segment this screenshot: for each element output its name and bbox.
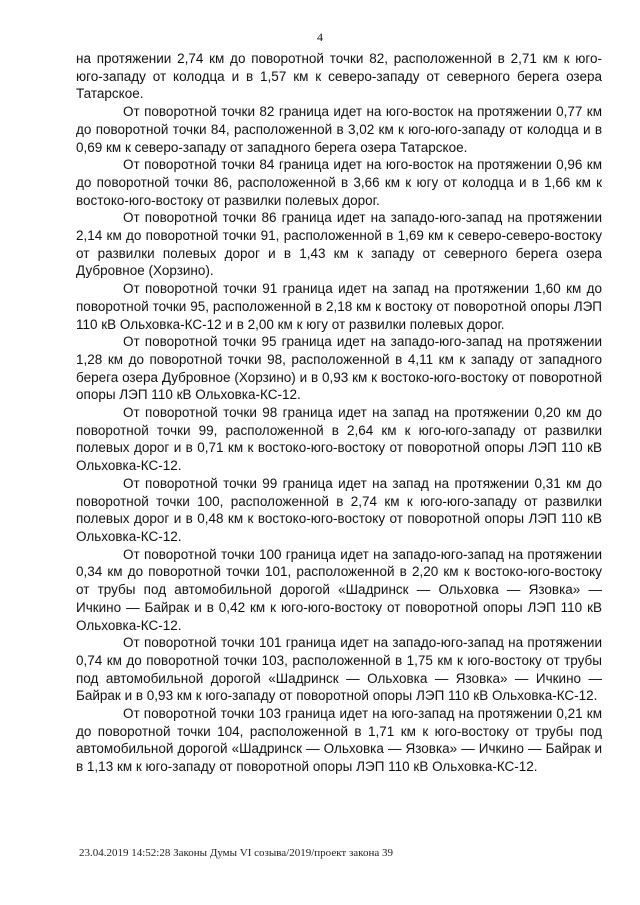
paragraph-point-84: От поворотной точки 84 граница идет на юго-восток на протяжении 0,96 км до поворотной точки 86, расположенной в 3,66 км к югу от колодца и в 1,66 км к востоко-юго-востоку от развилки полевых дорог. xyxy=(76,157,602,208)
paragraph-continued: на протяжении 2,74 км до поворотной точки 82, расположенной в 2,71 км к юго-юго-западу от колодца и в 1,57 км к северо-западу от северного берега озера Татарское. xyxy=(76,51,602,102)
paragraph-point-82: От поворотной точки 82 граница идет на юго-восток на протяжении 0,77 км до поворотной точки 84, расположенной в 3,02 км к юго-юго-западу от колодца и в 0,69 км к северо-западу от западного берега озера Татарское. xyxy=(76,104,602,155)
paragraph-point-100: От поворотной точки 100 граница идет на западо-юго-запад на протяжении 0,34 км до поворотной точки 101, расположенной в 2,20 км к востоко-юго-востоку от трубы под автомобильной дорогой «Шадринск — Ольховка — Язовка» — Ичкино — Байрак и в 0,42 км к юго-юго-востоку от поворотной опоры ЛЭП 110 кВ Ольховка-КС-12. xyxy=(76,546,602,633)
paragraph-point-99: От поворотной точки 99 граница идет на запад на протяжении 0,31 км до поворотной точки 100, расположенной в 2,74 км к юго-юго-западу от развилки полевых дорог и в 0,48 км к востоко-юго-востоку от поворотной опоры ЛЭП 110 кВ Ольховка-КС-12. xyxy=(76,475,602,544)
document-body xyxy=(76,50,602,776)
paragraph-point-95: От поворотной точки 95 граница идет на западо-юго-запад на протяжении 1,28 км до поворотной точки 98, расположенной в 4,11 км к западу от западного берега озера Дубровное (Хорзино) и в 0,93 км к востоко-юго-востоку от поворотной опоры ЛЭП 110 кВ Ольховка-КС-12. xyxy=(76,334,602,403)
paragraph-point-91: От поворотной точки 91 граница идет на запад на протяжении 1,60 км до поворотной точки 95, расположенной в 2,18 км к востоку от поворотной опоры ЛЭП 110 кВ Ольховка-КС-12 и в 2,00 км к югу от развилки полевых дорог. xyxy=(76,281,602,332)
paragraph-point-86: От поворотной точки 86 граница идет на западо-юго-запад на протяжении 2,14 км до поворотной точки 91, расположенной в 1,69 км к северо-северо-востоку от развилки полевых дорог и в 1,43 км к западу от северного берега озера Дубровное (Хорзино). xyxy=(76,210,602,279)
paragraph-point-101: От поворотной точки 101 граница идет на западо-юго-запад на протяжении 0,74 км до поворотной точки 103, расположенной в 1,75 км к юго-востоку от трубы под автомобильной дорогой «Шадринск — Ольховка — Язовка» — Ичкино — Байрак и в 0,93 км к юго-западу от поворотной опоры ЛЭП 110 кВ Ольховка-КС-12. xyxy=(76,635,602,704)
page-number: 4 xyxy=(317,30,323,44)
paragraph-point-98: От поворотной точки 98 граница идет на запад на протяжении 0,20 км до поворотной точки 99, расположенной в 2,64 км к юго-юго-западу от развилки полевых дорог и в 0,71 км к востоко-юго-востоку от поворотной опоры ЛЭП 110 кВ Ольховка-КС-12. xyxy=(76,405,602,474)
paragraph-point-103: От поворотной точки 103 граница идет на юго-запад на протяжении 0,21 км до поворотной точки 104, расположенной в 1,71 км к юго-востоку от трубы под автомобильной дорогой «Шадринск — Ольховка — Язовка» — Ичкино — Байрак и в 1,13 км к юго-западу от поворотной опоры ЛЭП 110 кВ Ольховка-КС-12. xyxy=(76,706,602,775)
document-footer: 23.04.2019 14:52:28 Законы Думы VI созыва/2019/проект закона 39 xyxy=(79,847,393,859)
